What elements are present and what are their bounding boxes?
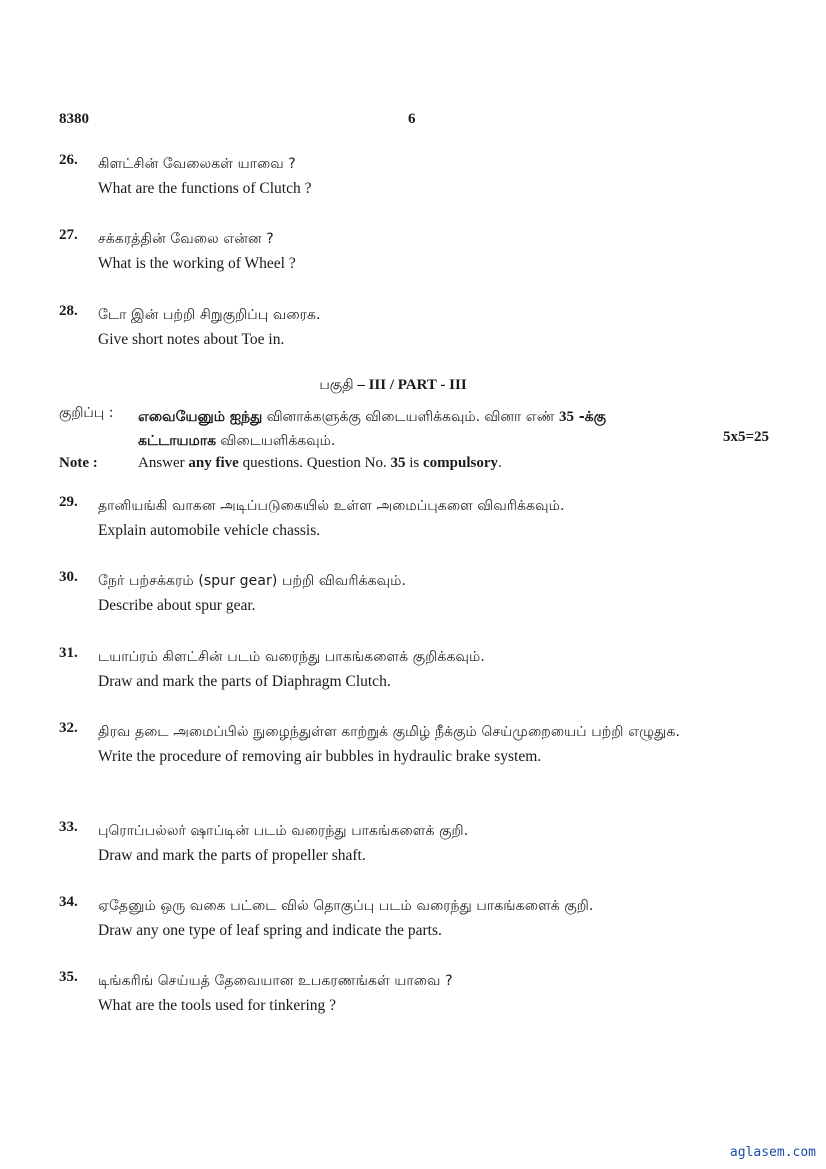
- instruction-tamil-text: வினாக்களுக்கு விடையளிக்கவும். வினா எண்: [262, 409, 559, 425]
- question-tamil: டயாப்ரம் கிளட்சின் படம் வரைந்து பாகங்களைக் குறிக்கவும்.: [98, 649, 485, 665]
- instruction-emphasis: compulsory: [423, 455, 499, 471]
- question-english: Give short notes about Toe in.: [98, 331, 285, 348]
- instruction-emphasis: any five: [188, 455, 239, 471]
- question-number: 32.: [59, 720, 78, 736]
- question-28: [59, 303, 779, 352]
- question-30: [59, 569, 779, 618]
- question-number: 29.: [59, 494, 78, 510]
- paper-code: 8380: [59, 111, 89, 127]
- question-tamil: ஏதேனும் ஒரு வகை பட்டை வில் தொகுப்பு படம் வரைந்து பாகங்களைக் குறி.: [98, 898, 594, 914]
- question-29: [59, 494, 779, 543]
- question-tamil: புரொப்பல்லர் ஷாப்டின் படம் வரைந்து பாகங்களைக் குறி.: [98, 823, 469, 839]
- question-35: [59, 969, 779, 1018]
- question-english: Describe about spur gear.: [98, 597, 256, 614]
- question-english: Explain automobile vehicle chassis.: [98, 522, 321, 539]
- question-27: [59, 227, 779, 276]
- question-tamil: டோ இன் பற்றி சிறுகுறிப்பு வரைக.: [98, 307, 321, 323]
- question-tamil: சக்கரத்தின் வேலை என்ன ?: [98, 231, 274, 247]
- instruction-english: [59, 455, 769, 472]
- question-english: What are the tools used for tinkering ?: [98, 997, 337, 1014]
- instruction-text: Answer: [138, 455, 189, 471]
- question-english: Draw and mark the parts of Diaphragm Clutch.: [98, 673, 391, 690]
- question-english: What is the working of Wheel ?: [98, 255, 296, 272]
- question-number: 26.: [59, 152, 78, 168]
- instruction-text: .: [498, 455, 502, 471]
- part-heading-separator: –: [353, 377, 369, 393]
- instruction-text: questions. Question No.: [238, 455, 391, 471]
- instruction-tamil-compulsory: கட்டாயமாக: [138, 433, 217, 449]
- question-tamil: திரவ தடை அமைப்பில் நுழைந்துள்ள காற்றுக் குமிழ் நீக்கும் செய்முறையைப் பற்றி எழுதுக.: [98, 724, 681, 740]
- question-number: 30.: [59, 569, 78, 585]
- question-32: [59, 720, 779, 769]
- instruction-english-body: [138, 455, 769, 472]
- instruction-tamil-body: [138, 405, 769, 453]
- question-number: 28.: [59, 303, 78, 319]
- question-number: 35.: [59, 969, 78, 985]
- question-english: What are the functions of Clutch ?: [98, 180, 312, 197]
- question-english: Draw and mark the parts of propeller shaft.: [98, 847, 366, 864]
- instruction-tamil: [59, 405, 769, 453]
- question-33: [59, 819, 779, 868]
- instruction-tamil-emphasis: எவையேனும் ஐந்து: [138, 409, 263, 425]
- question-number: 34.: [59, 894, 78, 910]
- instruction-english-label: Note :: [59, 455, 98, 471]
- question-tamil: டிங்கரிங் செய்யத் தேவையான உபகரணங்கள் யாவை ?: [98, 973, 453, 989]
- question-number: 27.: [59, 227, 78, 243]
- instruction-question-number: 35: [559, 409, 574, 425]
- site-watermark: aglasem.com: [729, 1145, 816, 1160]
- question-tamil: நேர் பற்சக்கரம் (spur gear) பற்றி விவரிக்கவும்.: [98, 573, 407, 589]
- part-heading-tamil: பகுதி: [319, 377, 354, 393]
- question-tamil: கிளட்சின் வேலைகள் யாவை ?: [98, 156, 296, 172]
- question-english: Write the procedure of removing air bubbles in hydraulic brake system.: [98, 748, 542, 765]
- question-english: Draw any one type of leaf spring and indicate the parts.: [98, 922, 442, 939]
- marks-scheme: 5x5=25: [722, 429, 769, 445]
- instruction-tamil-label: குறிப்பு :: [59, 405, 114, 421]
- question-number: 31.: [59, 645, 78, 661]
- instruction-tamil-text-2: விடையளிக்கவும்.: [216, 433, 336, 449]
- part-heading: [0, 377, 786, 395]
- question-tamil: தானியங்கி வாகன அடிப்படுகையில் உள்ள அமைப்புகளை விவரிக்கவும்.: [98, 498, 565, 514]
- instruction-tamil-suffix: -க்கு: [574, 409, 606, 425]
- part-heading-label: III / PART - III: [368, 377, 467, 393]
- question-26: [59, 152, 779, 201]
- question-34: [59, 894, 779, 943]
- page-number: 6: [408, 111, 416, 127]
- question-number: 33.: [59, 819, 78, 835]
- question-31: [59, 645, 779, 694]
- instruction-text: is: [405, 455, 424, 471]
- instruction-question-number: 35: [390, 455, 406, 471]
